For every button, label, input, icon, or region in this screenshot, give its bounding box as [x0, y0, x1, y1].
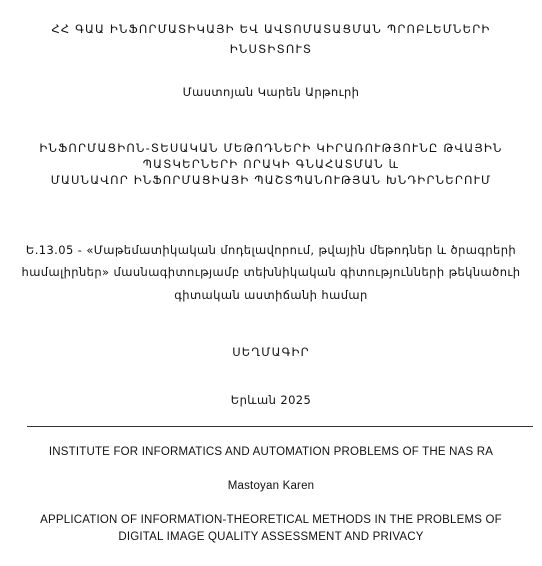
institute-line-2: ԻՆՍՏԻՏՈՒՏ	[229, 42, 313, 56]
title-line-2: ՊԱՏԿԵՐՆԵՐԻ ՈՐԱԿԻ ԳՆԱՀԱՏՄԱՆ և	[142, 157, 400, 171]
title-line-1: ԻՆՖՈՐՄԱՑԻՈՆ-ՏԵՍԱԿԱՆ ՄԵԹՈԴՆԵՐԻ ԿԻՐԱՌՈՒԹՅՈՒՆԸ ԹՎԱՅԻՆ	[39, 141, 503, 155]
title-line-3: ՄԱՍՆԱՎՈՐ ԻՆՖՈՐՄԱՑԻԱՅԻ ՊԱՇՏՊԱՆՈՒԹՅԱՆ ԽՆԴԻՐՆԵՐՈՒՄ	[50, 173, 492, 187]
institute-line-1: ՀՀ ԳԱԱ ԻՆՖՈՐՄԱՏԻԿԱՅԻ ԵՎ ԱՎՏՈՄԱՏԱՑՄԱՆ ՊՐՈԲԼԵՄՆԵՐԻ	[51, 22, 491, 36]
english-author: Mastoyan Karen	[227, 480, 315, 492]
degree-line-2: համալիրներ» մասնագիտությամբ տեխնիկական գիտությունների թեկնածուի	[21, 265, 521, 279]
section-divider	[27, 426, 533, 427]
degree-line-3: գիտական աստիճանի համար	[174, 288, 368, 302]
author-name: Մաստոյան Կարեն Արթուրի	[182, 85, 360, 99]
english-institute: INSTITUTE FOR INFORMATICS AND AUTOMATION PROBLEMS OF THE NAS RA	[48, 446, 494, 458]
document-type: ՍԵՂՄԱԳԻՐ	[232, 345, 310, 359]
degree-line-1: Ե.13.05 - «Մաթեմատիկական մոդելավորում, թվային մեթոդներ և ծրագրերի	[25, 243, 517, 257]
english-title-line-1: APPLICATION OF INFORMATION-THEORETICAL METHODS IN THE PROBLEMS OF	[40, 514, 502, 526]
place-year: Երևան 2025	[230, 393, 312, 407]
english-title-line-2: DIGITAL IMAGE QUALITY ASSESSMENT AND PRIVACY	[118, 531, 424, 543]
